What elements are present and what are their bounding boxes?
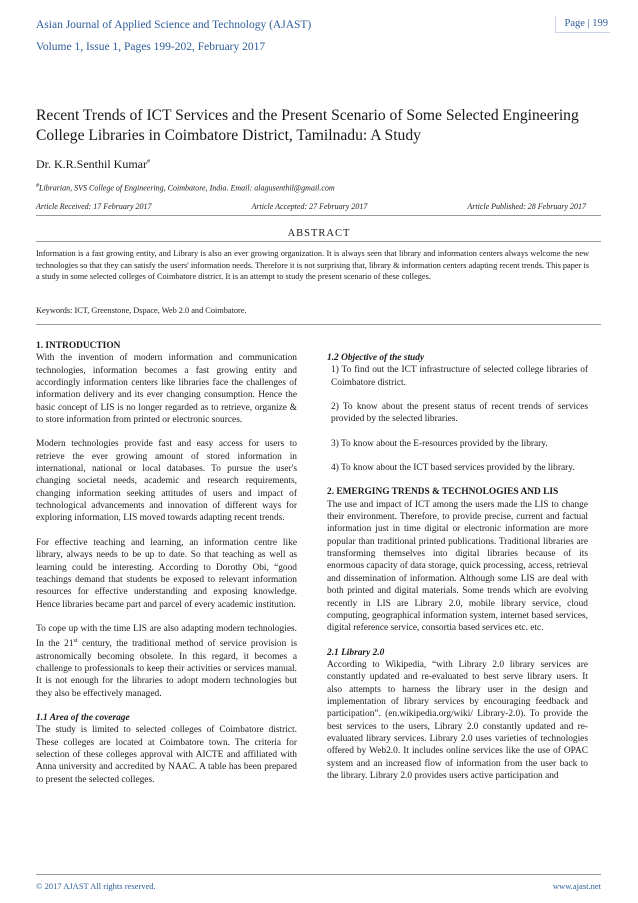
- paragraph-part: century, the traditional method of service provision is astronomically becoming obsolete. In this regard, it becomes a challenge to professionals to keep their activities or services manual. It is not enough for the libraries to adopt modern technologies but they also be effectively managed.: [36, 639, 297, 699]
- author-mark: #: [147, 159, 150, 165]
- paragraph: The study is limited to selected colleges of Coimbatore district. These colleges are located at Coimbatore town. The criteria for selection of these colleges approval with AICTE and affiliated with Anna university and accredited by NAAC. A table has been prepared to present the selected colleges.: [36, 725, 297, 785]
- paragraph: Modern technologies provide fast and easy access for users to retrieve the ever growing amount of stored information in international, national or local databases. To pursue the user's changing societal needs, academic and research requirements, changing information seeking attitudes of users and impact of technological advancements and innovation of different ways for exploring information, LIS moved towards adapting recent trends.: [36, 439, 297, 524]
- affiliation-mark: #: [36, 183, 39, 189]
- author-name: [36, 157, 150, 172]
- journal-volume: Volume 1, Issue 1, Pages 199-202, February 2017: [36, 41, 266, 53]
- footer-divider: [36, 874, 601, 875]
- objective-item: 3) To know about the E-resources provided by the library.: [331, 438, 548, 449]
- paragraph: The use and impact of ICT among the users made the LIS to change their environment. Therefore, to provide precise, current and factual information just in time digital or electronic information are more popular than traditional printed publications. Traditional libraries are transforming themselves into digital libraries because of its enormous capacity of data storage, quick processing, access, retrieval and dissemination of information. Although some LIS are deal with both printed and digital materials. Some trends which are evolving recently in LIS are Library 2.0, mobile library service, cloud computing, geographical information system, internet based services, digital reference service, consortia based services etc. etc.: [327, 499, 588, 634]
- subsection-heading-area: 1.1 Area of the coverage: [36, 713, 130, 724]
- right-column: [327, 352, 588, 794]
- article-title: Recent Trends of ICT Services and the Present Scenario of Some Selected Engineering College Libraries in Coimbatore District, Tamilnadu: A Study: [36, 107, 579, 144]
- abstract-heading: ABSTRACT: [287, 228, 351, 239]
- section-heading-emerging-trends: 2. EMERGING TRENDS & TECHNOLOGIES AND LIS: [327, 487, 559, 498]
- date-received: Article Received: 17 February 2017: [36, 202, 152, 211]
- journal-name: Asian Journal of Applied Science and Technology (AJAST): [36, 19, 312, 31]
- subsection-heading-objective: 1.2 Objective of the study: [327, 353, 425, 363]
- abstract-text: Information is a fast growing entity, and Library is also an ever growing organization. It is always seen that library and information centers always welcome the new technologies so that they can satisfy the users' information needs. Therefore it is not surprising that, library & information centers adapting recent trends. This paper is a study in some selected colleges of Coimbatore district. It is an attempt to study the present scenario of these colleges.: [36, 249, 589, 282]
- date-accepted: Article Accepted: 27 February 2017: [251, 202, 368, 211]
- copyright: © 2017 AJAST All rights reserved.: [36, 881, 156, 891]
- subsection-heading-library-2: 2.1 Library 2.0: [327, 647, 385, 658]
- paragraph-part: To cope up with the time LIS are also adapting modern technologies. In the 21: [36, 623, 297, 650]
- paragraph: For effective teaching and learning, an information centre like library, always needs to be up to date. So that teaching as well as learning could be interesting. According to Dorothy Obi, “good teachings demand that students be exposed to relevant information resources for effective understanding and exposing knowledge. Hence libraries became part and parcel of every academic institution.: [36, 537, 297, 610]
- divider: [36, 215, 601, 216]
- author-name-text: Dr. K.R.Senthil Kumar: [36, 157, 147, 171]
- left-column: [36, 340, 297, 798]
- article-dates: [36, 202, 586, 211]
- paragraph: With the invention of modern information and communication technologies, information becomes a fast growing entity and accordingly information centers like libraries face the challenges of information delivery and its ever changing consumption. Hence the basic concept of LIS is no longer regarded as to retrieve, organize & to store information from printed or electronic sources.: [36, 353, 297, 426]
- objective-item: 2) To know about the present status of recent trends of services provided by the selected libraries.: [331, 402, 588, 425]
- paragraph: According to Wikipedia, “with Library 2.0 library services are constantly updated and re-evaluated to best serve library users. It also attempts to harness the library user in the design and implementation of library services by encouraging feedback and participation”. (en.wikipedia.org/wiki/ Library-2.0). To provide the best services to the users, Library 2.0 constantly updated and re-evaluated library services. Library 2.0 uses varieties of technologies offered by Web2.0. It includes online services like the use of OPAC system and an increased flow of information from the user back to the library. Library 2.0 provides users active participation and: [327, 659, 588, 781]
- website-link[interactable]: www.ajast.net: [552, 881, 601, 891]
- paragraph: [36, 623, 297, 700]
- page-number: Page | 199: [555, 16, 610, 33]
- affiliation-text: Librarian, SVS College of Engineering, Coimbatore, India. Email: alagusenthil@gmail.com: [39, 183, 335, 193]
- date-published: Article Published: 28 February 2017: [467, 202, 586, 211]
- section-heading-introduction: 1. INTRODUCTION: [36, 341, 121, 351]
- author-affiliation: [36, 183, 335, 193]
- divider: [36, 241, 601, 242]
- divider: [36, 324, 601, 325]
- superscript: st: [73, 638, 78, 645]
- objective-item: 4) To know about the ICT based services provided by the library.: [331, 463, 575, 474]
- objective-item: 1) To find out the ICT infrastructure of selected college libraries of Coimbatore district.: [331, 365, 588, 388]
- keywords: Keywords: ICT, Greenstone, Dspace, Web 2.0 and Coimbatore.: [36, 306, 247, 315]
